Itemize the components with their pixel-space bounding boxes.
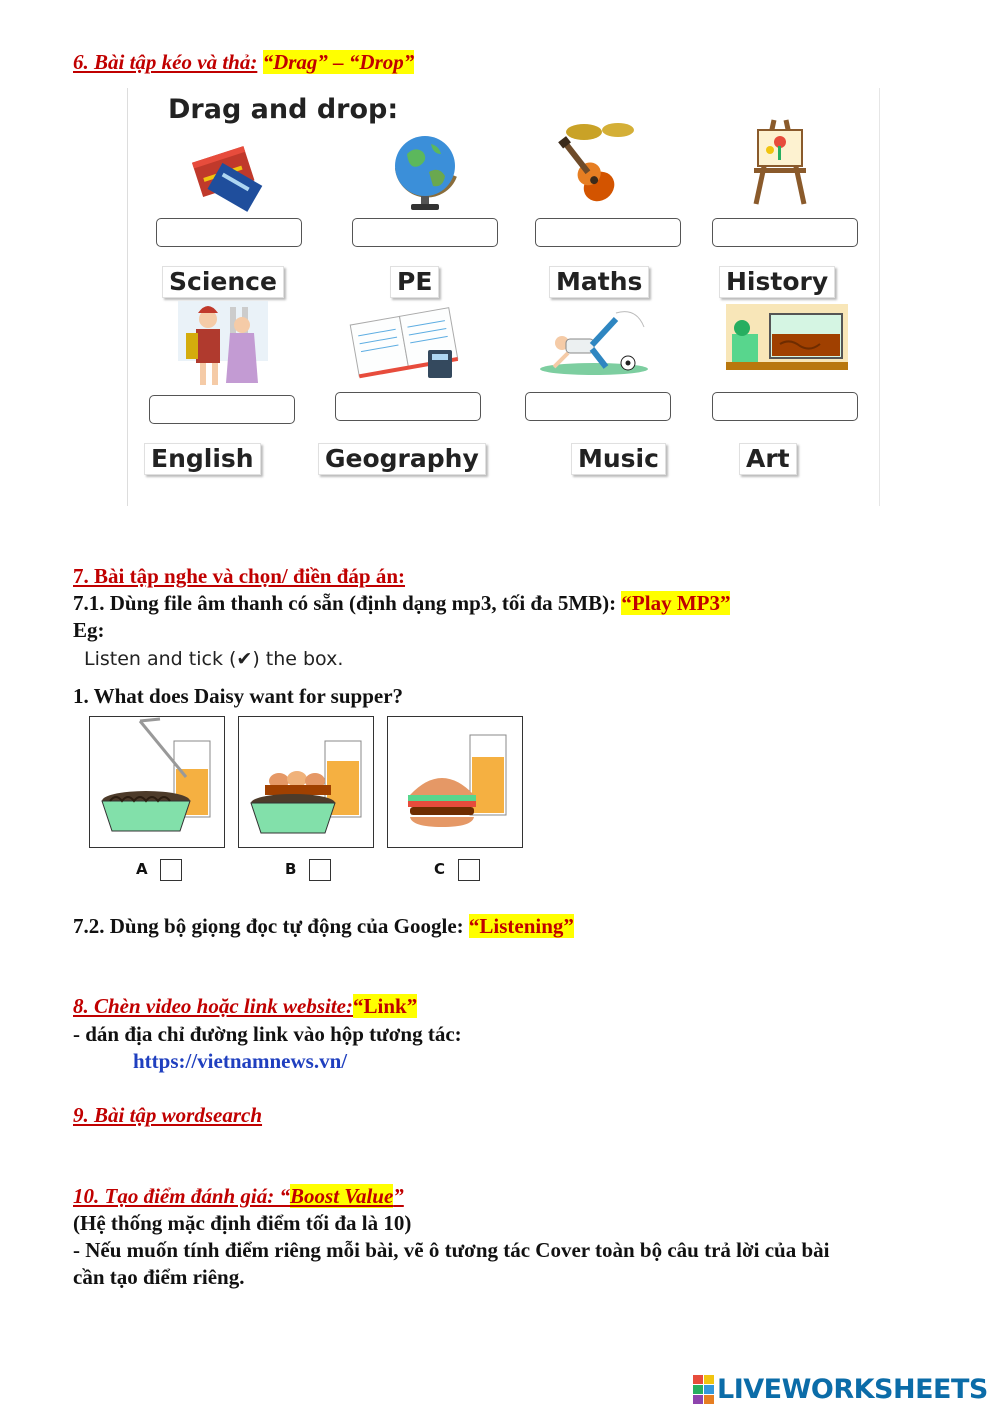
eg-label: Eg: <box>73 618 105 642</box>
play-mp3-highlight: “Play MP3” <box>621 591 731 615</box>
listening-highlight: “Listening” <box>468 914 574 938</box>
section-10-line-1: (Hệ thống mặc định điểm tối đa là 10) <box>73 1211 412 1235</box>
roman-soldier-image <box>178 301 268 389</box>
section-7-1-line <box>73 591 730 616</box>
drop-box-6[interactable] <box>335 392 481 421</box>
option-a-picture <box>89 716 225 848</box>
tile-art[interactable]: Art <box>739 443 797 475</box>
section-10-closing-quote: ” <box>393 1184 404 1208</box>
option-b-picture <box>238 716 374 848</box>
burger-juice-image <box>388 717 522 847</box>
section-8-heading <box>73 994 417 1019</box>
liveworksheets-wordmark: LIVEWORKSHEETS <box>717 1374 988 1405</box>
listen-instruction: Listen and tick (✔) the box. <box>84 648 344 670</box>
aquarium-experiment-image <box>726 304 848 370</box>
section-7-1-text: 7.1. Dùng file âm thanh có sẵn (định dạng mp3, tối đa 5MB): <box>73 591 622 615</box>
section-8-instruction: - dán địa chỉ đường link vào hộp tương tác: <box>73 1022 462 1046</box>
option-c-picture <box>387 716 523 848</box>
books-image <box>188 130 268 212</box>
tile-science[interactable]: Science <box>162 266 284 298</box>
drop-box-8[interactable] <box>712 392 858 421</box>
link-highlight: “Link” <box>353 994 418 1018</box>
drop-box-5[interactable] <box>149 395 295 424</box>
section-10-title: 10. Tạo điểm đánh giá: “ <box>73 1184 291 1208</box>
tile-geography[interactable]: Geography <box>318 443 486 475</box>
section-7-2-text: 7.2. Dùng bộ giọng đọc tự động của Google: <box>73 914 469 938</box>
vietnamnews-link[interactable]: https://vietnamnews.vn/ <box>133 1049 348 1073</box>
drop-box-3[interactable] <box>535 218 681 247</box>
easel-image <box>738 114 822 206</box>
tile-history[interactable]: History <box>719 266 835 298</box>
noodles-juice-straw-image <box>90 717 224 847</box>
drag-drop-highlight: “Drag” – “Drop” <box>262 50 415 74</box>
option-c-checkbox[interactable] <box>458 859 480 881</box>
boost-value-highlight: Boost Value <box>290 1184 394 1208</box>
tile-english[interactable]: English <box>144 443 261 475</box>
drop-box-1[interactable] <box>156 218 302 247</box>
guitar-cymbals-image <box>558 118 650 204</box>
section-10-line-3: cần tạo điểm riêng. <box>73 1265 245 1289</box>
globe-image <box>383 128 467 214</box>
option-a-label: A <box>136 860 148 878</box>
section-7-title: 7. Bài tập nghe và chọn/ điền đáp án: <box>73 564 406 588</box>
section-10-line-2: - Nếu muốn tính điểm riêng mỗi bài, vẽ ô tương tác Cover toàn bộ câu trả lời của bài <box>73 1238 830 1262</box>
drop-box-4[interactable] <box>712 218 858 247</box>
noodles-eggs-juice-image <box>239 717 373 847</box>
question-1: 1. What does Daisy want for supper? <box>73 684 404 708</box>
section-6-heading <box>73 50 414 75</box>
section-9-title: 9. Bài tập wordsearch <box>73 1103 263 1127</box>
section-6-title: 6. Bài tập kéo và thả: <box>73 50 258 74</box>
liveworksheets-logo-icon <box>693 1375 715 1405</box>
tile-pe[interactable]: PE <box>390 266 439 298</box>
drop-box-7[interactable] <box>525 392 671 421</box>
section-7-2-line <box>73 914 574 939</box>
drop-box-2[interactable] <box>352 218 498 247</box>
football-kick-image <box>536 303 652 377</box>
section-10-heading <box>73 1184 404 1209</box>
notebook-calculator-image <box>348 306 466 380</box>
drag-drop-title: Drag and drop: <box>168 94 399 125</box>
option-b-label: B <box>285 860 297 878</box>
tile-maths[interactable]: Maths <box>549 266 649 298</box>
drag-drop-exercise <box>127 88 880 506</box>
option-a-checkbox[interactable] <box>160 859 182 881</box>
section-8-title: 8. Chèn video hoặc link website: <box>73 994 353 1018</box>
liveworksheets-logo <box>693 1374 988 1405</box>
option-b-checkbox[interactable] <box>309 859 331 881</box>
tile-music[interactable]: Music <box>571 443 666 475</box>
option-c-label: C <box>434 860 446 878</box>
